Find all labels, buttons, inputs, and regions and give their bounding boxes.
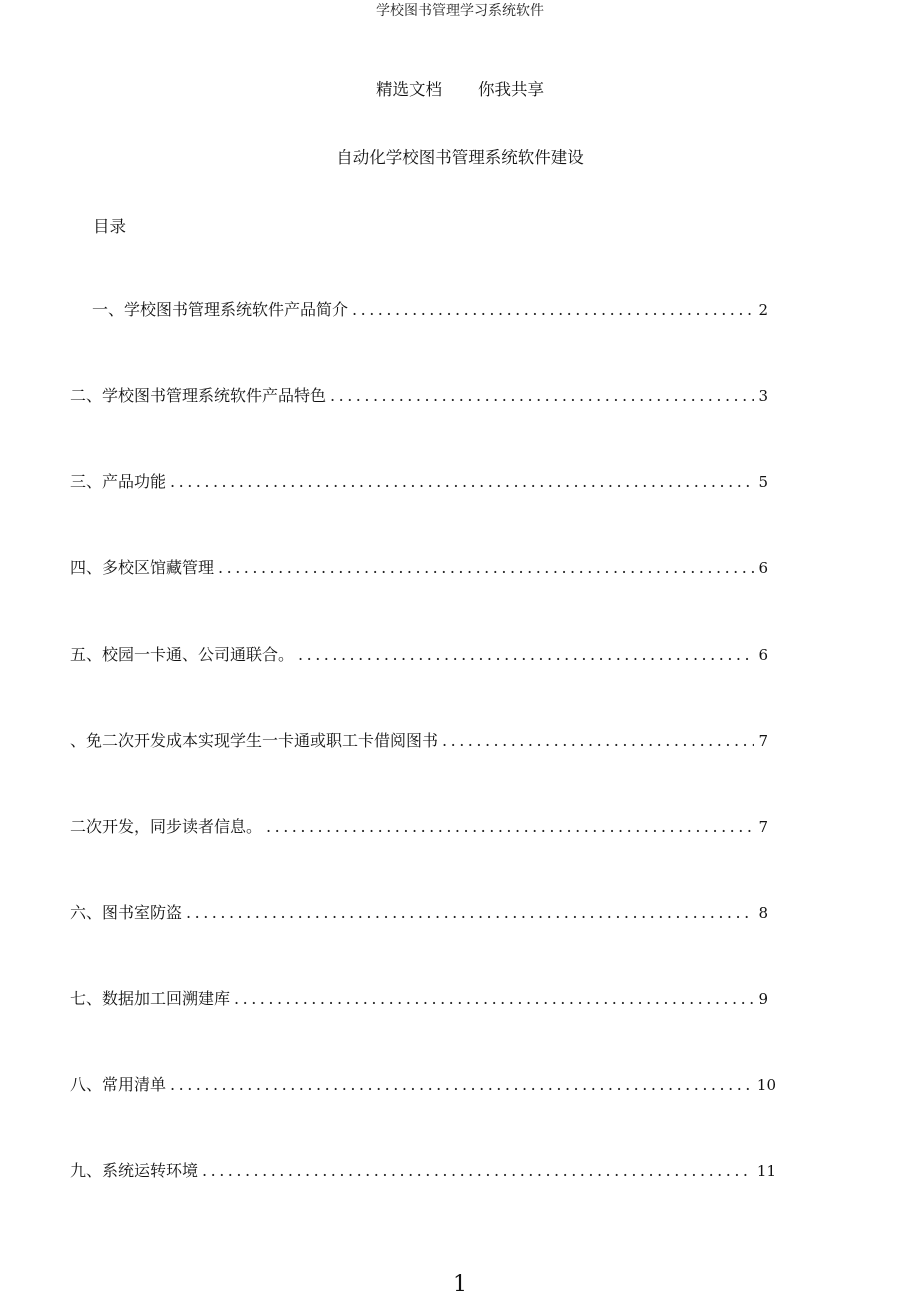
toc-entry-page: 2: [758, 301, 768, 319]
page-number: 1: [453, 1272, 467, 1297]
toc-entry-label: 一、学校图书管理系统软件产品简介: [92, 300, 349, 319]
toc-entry-label: 、免二次开发成本实现学生一卡通或职工卡借阅图书: [70, 731, 439, 750]
toc-entry-label: 四、多校区馆藏管理: [70, 558, 215, 577]
toc-entry-5[interactable]: [70, 643, 768, 667]
toc-entry-7[interactable]: [70, 815, 768, 839]
toc-entry-label: 八、常用清单: [70, 1075, 167, 1094]
toc-entry-page: 3: [758, 387, 768, 405]
running-header: 学校图书管理学习系统软件: [376, 3, 544, 19]
toc-entry-6[interactable]: [70, 729, 768, 753]
toc-entry-page: 9: [758, 990, 768, 1008]
toc-entry-9[interactable]: [70, 987, 768, 1011]
toc-entry-10[interactable]: [70, 1073, 776, 1097]
toc-dot-leader: [442, 729, 754, 753]
toc-entry-page: 7: [758, 732, 768, 750]
toc-dot-leader: [170, 1073, 753, 1097]
tagline-right: 你我共享: [478, 80, 544, 99]
toc-dot-leader: [266, 815, 754, 839]
toc-dot-leader: [170, 470, 754, 494]
toc-dot-leader: [330, 384, 754, 408]
toc-entry-label: 六、图书室防盗: [70, 903, 183, 922]
toc-dot-leader: [202, 1159, 753, 1183]
toc-heading: 目录: [93, 217, 126, 236]
tagline: [0, 78, 920, 102]
toc-entry-label: 三、产品功能: [70, 472, 167, 491]
toc-entry-2[interactable]: [70, 384, 768, 408]
toc-dot-leader: [298, 643, 754, 667]
toc-entry-page: 6: [758, 559, 768, 577]
toc-entry-page: 5: [758, 473, 768, 491]
toc-entry-8[interactable]: [70, 901, 768, 925]
toc-dot-leader: [352, 298, 754, 322]
toc-entry-page: 11: [756, 1162, 776, 1180]
toc-entry-page: 10: [756, 1076, 776, 1094]
toc-entry-page: 6: [758, 646, 768, 664]
tagline-left: 精选文档: [376, 80, 442, 99]
toc-entry-label: 二、学校图书管理系统软件产品特色: [70, 386, 327, 405]
toc-entry-page: 7: [758, 818, 768, 836]
toc-dot-leader: [186, 901, 754, 925]
toc-entry-label: 七、数据加工回溯建库: [70, 989, 231, 1008]
toc-dot-leader: [218, 556, 754, 580]
document-title: 自动化学校图书管理系统软件建设: [336, 148, 584, 167]
toc-dot-leader: [234, 987, 754, 1011]
toc-entry-3[interactable]: [70, 470, 768, 494]
toc-entry-4[interactable]: [70, 556, 768, 580]
toc-entry-1[interactable]: [92, 298, 768, 322]
toc-entry-label: 五、校园一卡通、公司通联合。: [70, 645, 295, 664]
toc-entry-11[interactable]: [70, 1159, 776, 1183]
toc-entry-label: 九、系统运转环境: [70, 1161, 199, 1180]
toc-entry-page: 8: [758, 904, 768, 922]
toc-entry-label: 二次开发，同步读者信息。: [70, 817, 263, 836]
